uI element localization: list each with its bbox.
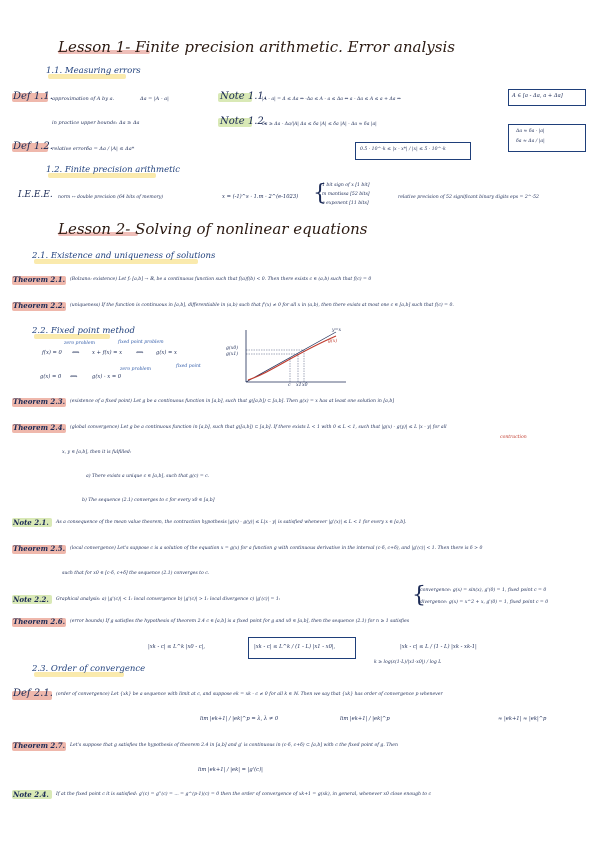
fixed-ann2: fixed point problem bbox=[118, 340, 164, 345]
ieee-formula: x = (-1)^s · 1.m · 2^(e-1023) bbox=[222, 194, 299, 200]
ieee-label: I.E.E.E. bbox=[18, 190, 53, 200]
theorem-2-5-line2: such that for x0 ∈ [c-δ, c+δ] the sequence (2.1) converges to c. bbox=[62, 571, 210, 576]
note-2-1-label: Note 2.1. bbox=[13, 518, 49, 527]
theorem-2-2-label: Theorem 2.2. bbox=[13, 301, 66, 310]
fixed-line1a: f(x) = 0 bbox=[42, 350, 62, 356]
theorem-2-4-note: contraction bbox=[500, 435, 527, 440]
note-2-2-text: Graphical analysis: a) |g'(c)| < 1: local convergence b) |g'(c)| > 1: local divergence c) |g'(c)| = 1: bbox=[56, 597, 281, 602]
theorem-2-4-label: Theorem 2.4. bbox=[13, 423, 66, 432]
theorem-2-3-label: Theorem 2.3. bbox=[13, 397, 66, 406]
fixed-ann4: fixed point bbox=[176, 364, 201, 369]
section-1-2: 1.2. Finite precision arithmetic bbox=[46, 165, 180, 175]
def-1-2-label: Def 1.2. bbox=[13, 141, 53, 152]
theorem-2-6-f2: |xk - c| ≤ L^k / (1 - L) |x1 - x0|, bbox=[254, 644, 336, 650]
def-1-1-text: approximation of A by a. bbox=[52, 96, 115, 102]
section-1-1: 1.1. Measuring errors bbox=[46, 66, 141, 76]
theorem-2-6-f4: k ≥ log(ε(1-L)/|x1-x0|) / log L bbox=[374, 660, 442, 665]
ieee-relative: relative precision of 52 significant binary digits eps = 2^-52 bbox=[398, 195, 539, 200]
note-1-2-side1: Δa ≈ δa · |a| bbox=[516, 129, 545, 134]
def-1-2-text: relative error: bbox=[52, 146, 88, 152]
note-1-2-text: δa ≥ Δa - Δa/|A| Δa ≤ δa |A| ≤ δa |A| - Δa ≈ δa |a| bbox=[262, 122, 377, 127]
ieee-brace1: 1 bit sign of x [1 bit] bbox=[322, 183, 370, 188]
note-2-4-label: Note 2.4. bbox=[13, 790, 49, 799]
fixed-ann1: zero problem bbox=[64, 341, 95, 346]
theorem-2-6-f1: |xk - c| ≤ L^k |x0 - c|, bbox=[148, 644, 206, 650]
note-1-2-box: 0.5 · 10^-k ≤ |x - x*| / |x| ≤ 5 · 10^-k bbox=[360, 147, 446, 152]
def-2-1-label: Def 2.1. bbox=[13, 688, 53, 699]
fixed-line2a: g(x) = 0 bbox=[40, 374, 62, 380]
graph-x1-label: x1 bbox=[296, 383, 302, 388]
ieee-brace3: e exponent [11 bits] bbox=[322, 201, 369, 206]
fixed-arrow1: ⟺ bbox=[72, 350, 80, 356]
note-1-2-side2: δa ≈ Δa / |a| bbox=[516, 139, 545, 144]
fixed-line1c: g(x) = x bbox=[156, 350, 177, 356]
theorem-2-1-text: (Bolzano: existence) Let f: [a,b] → ℝ, be a continuous function such that f(a)f(b) < 0. Then there exists c ∈ (a,b) such that f(c) = 0 bbox=[70, 277, 372, 282]
theorem-2-3-text: (existence of a fixed point) Let g be a continuous function in [a,b], such that g([a,b]) ⊂ [a,b]. Then g(x) = x has at least one solution in [a,b] bbox=[70, 399, 395, 404]
note-1-1-label: Note 1.1. bbox=[220, 91, 267, 102]
theorem-2-4-text: (global convergence) Let g be a continuous function in [a,b], such that g([a,b]) ⊂ [a,b]. If there exists L < 1 with 0 ≤ L < 1, such that |g(x) - g(y)| ≤ L |x - y| for all bbox=[70, 425, 447, 430]
note-1-2-label: Note 1.2. bbox=[220, 116, 267, 127]
def-1-1-line2: in practice upper bounds: Δa ≥ Δa bbox=[52, 120, 140, 126]
ieee-text: norm ↔ double precision (64 bits of memory) bbox=[58, 195, 164, 200]
graph-gx-label: g(x) bbox=[328, 339, 338, 344]
section-2-3: 2.3. Order of convergence bbox=[32, 664, 146, 674]
graph-yx-label: y=x bbox=[332, 328, 342, 333]
def-2-1-text: (order of convergence) Let {xk} be a sequence with limit at c, and suppose ek = xk - c ≠ 0 for all k ∈ ℕ. Then we say that {xk} has order of convergence p whenever bbox=[56, 692, 443, 697]
section-2-1: 2.1. Existence and uniqueness of solutions bbox=[32, 251, 216, 261]
section-2-2: 2.2. Fixed point method bbox=[32, 326, 135, 336]
theorem-2-5-label: Theorem 2.5. bbox=[13, 544, 66, 553]
def-1-1-label: Def 1.1. bbox=[13, 91, 53, 102]
theorem-2-1-label: Theorem 2.1. bbox=[13, 275, 66, 284]
def-1-1-formula: Δa = |A - a| bbox=[140, 96, 169, 102]
theorem-2-6-label: Theorem 2.6. bbox=[13, 617, 66, 626]
fixed-line2b: g(x) · x = 0 bbox=[92, 374, 122, 380]
graph-y0-label: g(x0) bbox=[226, 346, 239, 351]
note-2-1-text: As a consequence of the mean value theorem, the contraction hypothesis |g(x) - g(y)| ≤ L|x - y| is satisfied whenever |g'(x)| ≤ L < 1 for every x ∈ [a,b]. bbox=[56, 520, 407, 525]
fixed-arrow3: ⟺ bbox=[70, 374, 78, 380]
theorem-2-4-line2: x, y ∈ [a,b], then it is fulfilled: bbox=[62, 450, 132, 455]
def-2-1-formula-a: lim |ek+1| / |ek|^p = λ, λ ≠ 0 bbox=[200, 716, 279, 722]
theorem-2-6-text: (error bounds) If g satisfies the hypothesis of theorem 2.4 c ∈ [a,b] is a fixed point for g and x0 ∈ [a,b], then the sequence (2.1) for n ≥ 1 satisfies bbox=[70, 619, 410, 624]
graph-y1-label: g(x1) bbox=[226, 352, 239, 357]
graph-x0-label: x0 bbox=[302, 383, 308, 388]
note-1-1-box: A ∈ [a - Δa, a + Δa] bbox=[512, 93, 563, 99]
note-1-1-text: |A - a| = Δ ≤ Δa ⇔ -Δa ≤ A - a ≤ Δa ⇔ a - Δa ≤ A ≤ a + Δa ⇔ bbox=[262, 97, 401, 102]
def-2-1-formula-b: lim |ek+1| / |ek|^p bbox=[340, 716, 390, 722]
ieee-brace2: m mantissa [52 bits] bbox=[322, 192, 370, 197]
def-1-2-formula: δa = Δa / |A| ≤ Δa* bbox=[86, 146, 135, 152]
graph-c-label: c bbox=[288, 383, 291, 388]
theorem-2-7-label: Theorem 2.7. bbox=[13, 741, 66, 750]
note-2-2-label: Note 2.2. bbox=[13, 595, 49, 604]
note-2-2-opt1: convergence: g(x) = sin(x), g'(0) = 1, fixed point c = 0 bbox=[420, 588, 547, 593]
fixed-arrow2: ⟺ bbox=[136, 350, 144, 356]
fixed-point-graph bbox=[232, 328, 352, 388]
note-2-4-text: If at the fixed point c it is satisfied: g'(c) = g''(c) = ... = g^(p-1)(c) = 0 then the order of convergence of xk+1 = g(xk), in general, whenever x0 close enough to c bbox=[56, 792, 432, 797]
theorem-2-6-f3: |xk - c| ≤ L / (1 - L) |xk - xk-1| bbox=[400, 644, 477, 650]
note-2-2-opt2: divergence: g(x) = x^2 + x, g'(0) = 1, fixed point c = 0 bbox=[420, 600, 549, 605]
fixed-line1b: x + f(x) = x bbox=[92, 350, 123, 356]
def-2-1-side: ≈ |ek+1| ≈ |ek|^p bbox=[498, 716, 547, 722]
theorem-2-2-text: (uniqueness) If the function is continuous in [a,b], differentiable in (a,b) such that f'(x) ≠ 0 for all x in (a,b), then there exists at most one c ∈ [a,b] such that f(c) = 0. bbox=[70, 303, 454, 308]
theorem-2-7-text: Let's suppose that g satisfies the hypothesis of theorem 2.4 in [a,b] and g' is continuous in (c-δ, c+δ) ⊂ [a,b] with c the fixed point of g. Then bbox=[70, 743, 398, 748]
lesson2-title: Lesson 2- Solving of nonlinear equations bbox=[58, 220, 368, 238]
theorem-2-5-text: (local convergence) Let's suppose c is a solution of the equation x = g(x) for a function g with continuous derivative in the interval (c-δ, c+δ), and |g'(c)| < 1. Then there is δ > 0 bbox=[70, 546, 483, 551]
fixed-ann3: zero problem bbox=[120, 367, 151, 372]
theorem-2-7-formula: lim |ek+1| / |ek| = |g'(c)| bbox=[198, 767, 263, 773]
theorem-2-4-a: a) There exists a unique c ∈ [a,b], such that g(c) = c. bbox=[86, 474, 210, 479]
theorem-2-4-b: b) The sequence (2.1) converges to c for every x0 ∈ [a,b] bbox=[82, 498, 215, 503]
lesson1-title: Lesson 1- Finite precision arithmetic. Error analysis bbox=[58, 38, 455, 56]
